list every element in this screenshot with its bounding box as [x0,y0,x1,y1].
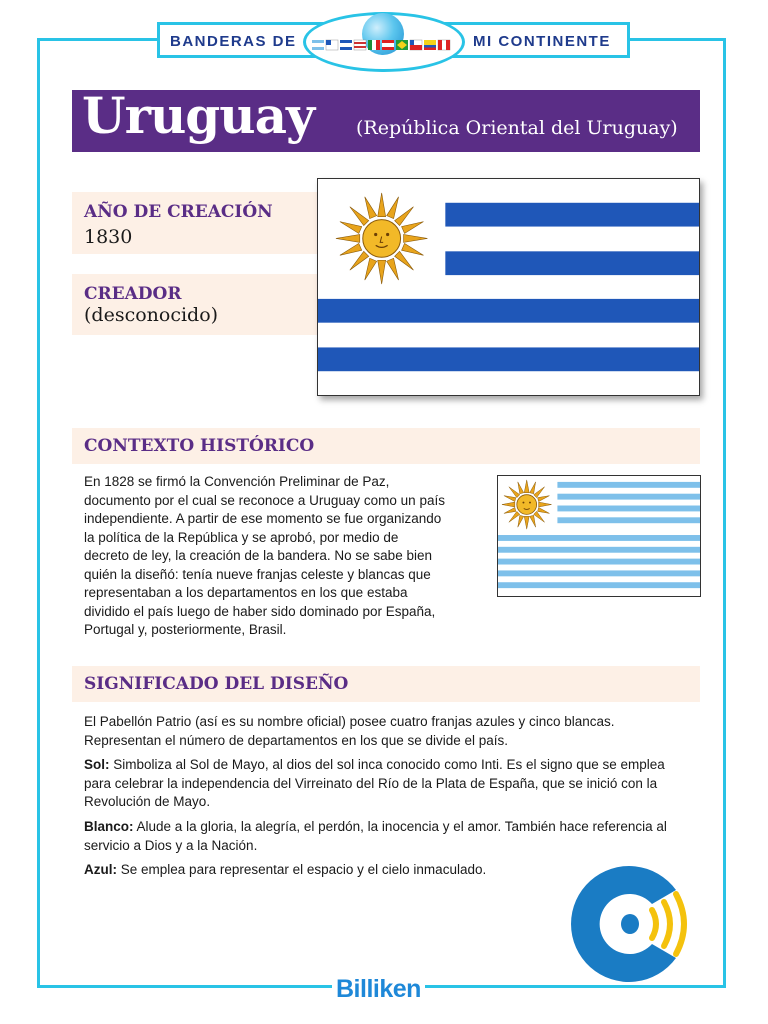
uruguay-flag-large [317,178,700,396]
billiken-logo: Billiken [332,975,425,1004]
blanco-paragraph [84,818,694,855]
creator-label: CREADOR [84,284,182,304]
context-line: documento por el cual se reconoce a Uruguay como un país [84,492,445,508]
sol-text: Simboliza al Sol de Mayo, al dios del sol inca conocido como Inti. Es el signo que se emplea [113,757,665,772]
context-line: decreto de ley, la creación de la bandera. No se sabe bien [84,548,432,563]
uruguay-flag-historic [497,475,701,597]
broadcast-logo-icon [568,860,696,988]
design-intro-line: Representan el número de departamentos en los que se divide el país. [84,732,509,748]
context-line: la política de la República y se aprobó, por medio de [84,529,399,545]
design-section-header [72,666,700,702]
context-line: En 1828 se firmó la Convención Preliminar de Paz, [84,474,390,489]
design-heading: SIGNIFICADO DEL DISEÑO [84,674,349,694]
azul-text: Se emplea para representar el espacio y el cielo inmaculado. [120,862,487,877]
context-line: representaban a los departamentos en los que estaba [84,585,408,600]
sol-line: para celebrar la independencia del Virreinato del Río de la Plata de España, que se inició con la [84,775,658,791]
year-box [72,192,319,254]
header-right-text: MI CONTINENTE [473,33,611,50]
flags-strip-icon [312,38,458,54]
sun-of-may-icon [336,193,428,284]
context-line: Portugal y, posteriormente, Brasil. [84,622,287,637]
sol-label: Sol: [84,757,110,772]
context-line: quién la diseñó: tenía nueve franjas celeste y blancas que [84,566,431,582]
year-label: AÑO DE CREACIÓN [84,202,273,222]
design-intro [84,713,684,750]
sol-paragraph [84,756,694,812]
context-line: independiente. A partir de ese momento se fue organizando [84,511,442,526]
year-value: 1830 [84,226,133,248]
creator-value: (desconocido) [84,304,219,326]
blanco-label: Blanco: [84,819,134,834]
creator-box [72,274,319,335]
blanco-line: servicio a Dios y a la Nación. [84,837,258,853]
sun-of-may-small-icon [502,480,552,529]
design-intro-line: El Pabellón Patrio (así es su nombre oficial) posee cuatro franjas azules y cinco blancas. [84,714,615,729]
context-line: dividido el país luego de haber sido dominado por España, [84,603,436,619]
azul-paragraph [84,861,584,880]
country-title: Uruguay [82,86,315,145]
context-paragraph [84,473,484,640]
context-heading: CONTEXTO HISTÓRICO [84,436,315,456]
context-section-header [72,428,700,464]
country-official-name: (República Oriental del Uruguay) [356,117,678,139]
blanco-text: Alude a la gloria, la alegría, el perdón, la inocencia y el amor. También hace referencia al [136,819,667,834]
sol-line: Revolución de Mayo. [84,794,211,809]
azul-label: Azul: [84,862,117,877]
header-left-text: BANDERAS DE [170,33,297,50]
